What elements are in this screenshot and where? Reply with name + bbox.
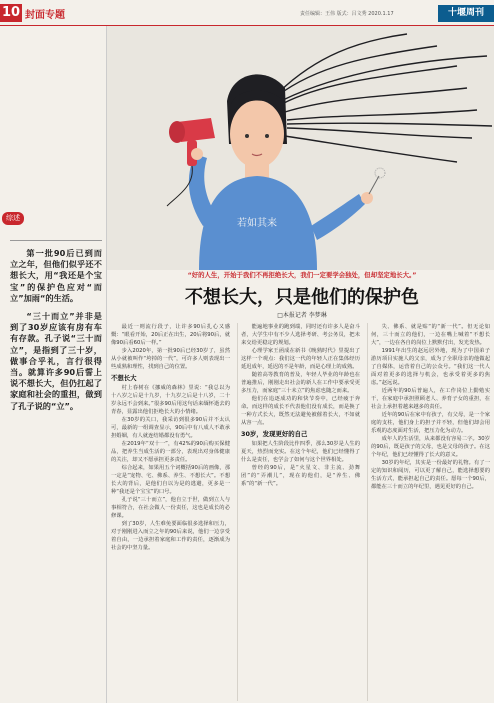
article-paragraph: 能遍地事业的跑到端，同时还有许多人是奋斗者，大学生中有不少人选择考研、考公务员，把未来交给更稳定的规划。 — [241, 324, 360, 346]
subheading: 不想长大 — [111, 374, 137, 382]
subheading: 30岁，发现更好的自己 — [241, 430, 308, 438]
shirt-text: 若如其来 — [237, 218, 277, 229]
article-column-2 — [241, 323, 360, 701]
left-eye — [245, 134, 249, 138]
section-title: 封面专题 — [25, 10, 65, 21]
article-paragraph: 在2019年“双十一”，有42%的90后购买保健品，把养生当成生活的一部分，表现出对身体健康的关注，却又不愿承担更多责任。 — [111, 441, 230, 463]
article-paragraph: 近年的90后在家中有孩子，有父母，是一个家庭的支柱，他们身上的担子并不轻，但他们却会用乐观的态度面对生活，把压力化为动力。 — [371, 412, 490, 434]
page-header — [0, 0, 494, 26]
left-hand — [191, 148, 203, 160]
article-paragraph: 心理学家王函成在新书《晚熟时代》里提出了这样一个观点：我们这一代的年轻人正在集体经历延迟成年，延迟的不是年龄，而是心理上的成熟。 — [241, 348, 360, 370]
pull-quote: “好的人生，开始于我们不再拒绝长大，我们一定要学会独处，但却坚定地长大。” — [187, 271, 417, 279]
editor-credits: 责任编辑：王伟 版式：吕文秀 2020.1.17 — [300, 11, 394, 17]
article-paragraph: 在30岁的关口，我采访到很多90后并不太认可，最新的一组调查显示，90后中有八成人不敢承担婚姻，有人就连结婚都没有勇气。 — [111, 417, 230, 439]
article-paragraph: 最近一则流行段子，让许多90后扎心又感慨：“眼看开始，20后正在出生，20后将90后，就像90后看60后一样。” — [111, 324, 230, 346]
article-paragraph: 步入2020年，第一批90后已经30岁了，虽然从小就被叫作“垮掉的一代”，可许多人则表现出一些成熟和理性，找到自己的位置。 — [111, 348, 230, 370]
article-paragraph: 村上春树在《挪威的森林》里说：“我总以为十八岁之后是十九岁，十九岁之后是十八岁，二十岁永远不会到来。”很多90后用这句话来缅怀逝去的青春，显露出他们拒绝长大的小情绪。 — [111, 385, 230, 415]
right-eye — [265, 134, 269, 138]
article-paragraph: 近两年的90后普遍人，在工作岗位上勤勉实干，在家庭中承担照顾老人、养育子女的重担，在社会上承担着越来越多的责任。 — [371, 388, 490, 410]
column-rule — [237, 323, 238, 701]
article-paragraph: 孔子说“三十而立”，他自立于世，做到立人与事相符合，在社会做人一份责任，这也是成长的必修课。 — [111, 497, 230, 519]
girl-with-hairdryer-illustration — [107, 26, 494, 270]
article-paragraph: 他们在追逐成功的和快节奏中，已经疲于奔命。而这样的成长不代表他们没有成长，而是换了一种方式长大，既然无法避免被催着长大，不如就从容一点。 — [241, 396, 360, 426]
summary-tag: 综述 — [2, 212, 24, 225]
article-paragraph: 1991年出生的赵远居外地，现为了中国弟子游历项目实施人的父亲，成为了全职母亲的他做起了自媒体，运营着自己的公众号。“我们这一代人面对着更多的选择与机会，也承受着更多的焦虑。”赵远说。 — [371, 348, 490, 386]
article-column-1 — [111, 323, 230, 701]
headline: 不想长大，只是他们的保护色 — [185, 287, 419, 308]
article-paragraph: 曾经的90后，是“火星文、非主流、劲舞团”的“弄潮儿”，现在的他们，是“养生、佛系”的“新一代”。 — [241, 465, 360, 487]
article-paragraph: 如果把人生阶段比作四季，那么30岁是人生的夏天，热烈而充实。在这个年纪，他们已经懂得了什么是责任，也学会了如何与这个世界相处。 — [241, 441, 360, 463]
column-rule — [367, 323, 368, 701]
article-paragraph: 30岁的年纪，其实是一份最好的礼物。有了一定的知识和阅历，可以更了解自己，能选择想要的生活方式，能承担起自己的责任。愿每一个90后，都能在三十而立的年纪里，遇见更好的自己。 — [371, 460, 490, 490]
byline: □本报记者 李梦琳 — [277, 312, 327, 319]
article-paragraph: 到了30岁，人生难免要面临很多选择和压力，对于刚刚进入而立之年的90后来说，他们一边享受着自由，一边承担着家庭和工作的责任，逐渐成为社会的中坚力量。 — [111, 521, 230, 551]
sidebar-paragraph: “三十而立”并非是到了30岁应该有房有车有存款。孔子说“三十而立”，是指到了三十岁，做事合乎礼，言行很得当。就算许多90后誓上说不想长大，但仍扛起了家庭和社会的重担，做到了孔子说的“立”。 — [10, 311, 102, 411]
article-paragraph: 失、佛系、就是贴“的“新一代”。但无论如何，三十而立的他们，一边在嘴上喊着“不想长大”，一边在各自的岗位上默默付出，发光发热。 — [371, 324, 490, 346]
article-column-3 — [371, 323, 490, 701]
sidebar — [0, 26, 106, 703]
article-paragraph: 随着高等教育的普及，年轻人毕业的年龄也在普遍推后，刚刚走出社会的新人在工作中要承受更多压力，而家庭“三十未立”的焦虑也随之而来。 — [241, 372, 360, 394]
sidebar-rule — [10, 240, 102, 241]
face — [230, 100, 284, 168]
right-hand — [361, 192, 373, 204]
page-number: 10 — [1, 5, 21, 20]
cover-illustration — [107, 26, 494, 270]
article-paragraph: 综合起来，如果用五个词概括90后的画像，那一定是“宠物、宅、佛系、养生、不想长大”。不想长大的背后，是他们自以为是的逃避，更多是一种“我还是个宝宝”的口号。 — [111, 465, 230, 495]
neck — [245, 164, 269, 178]
newspaper-brand: 十堰周刊 — [438, 5, 494, 22]
sidebar-paragraph: 第一批90后已到而立之年，但他们似乎还不想长大，用“我还是个宝宝”的保护色应对“而立”加雨“的生活。 — [10, 248, 102, 303]
article-paragraph: 成年人的生活里，从来都没有容易二字。30岁的90后，既是孩子的父母，也是父母的孩子。在这个年纪，他们已经懂得了长大的意义。 — [371, 436, 490, 458]
